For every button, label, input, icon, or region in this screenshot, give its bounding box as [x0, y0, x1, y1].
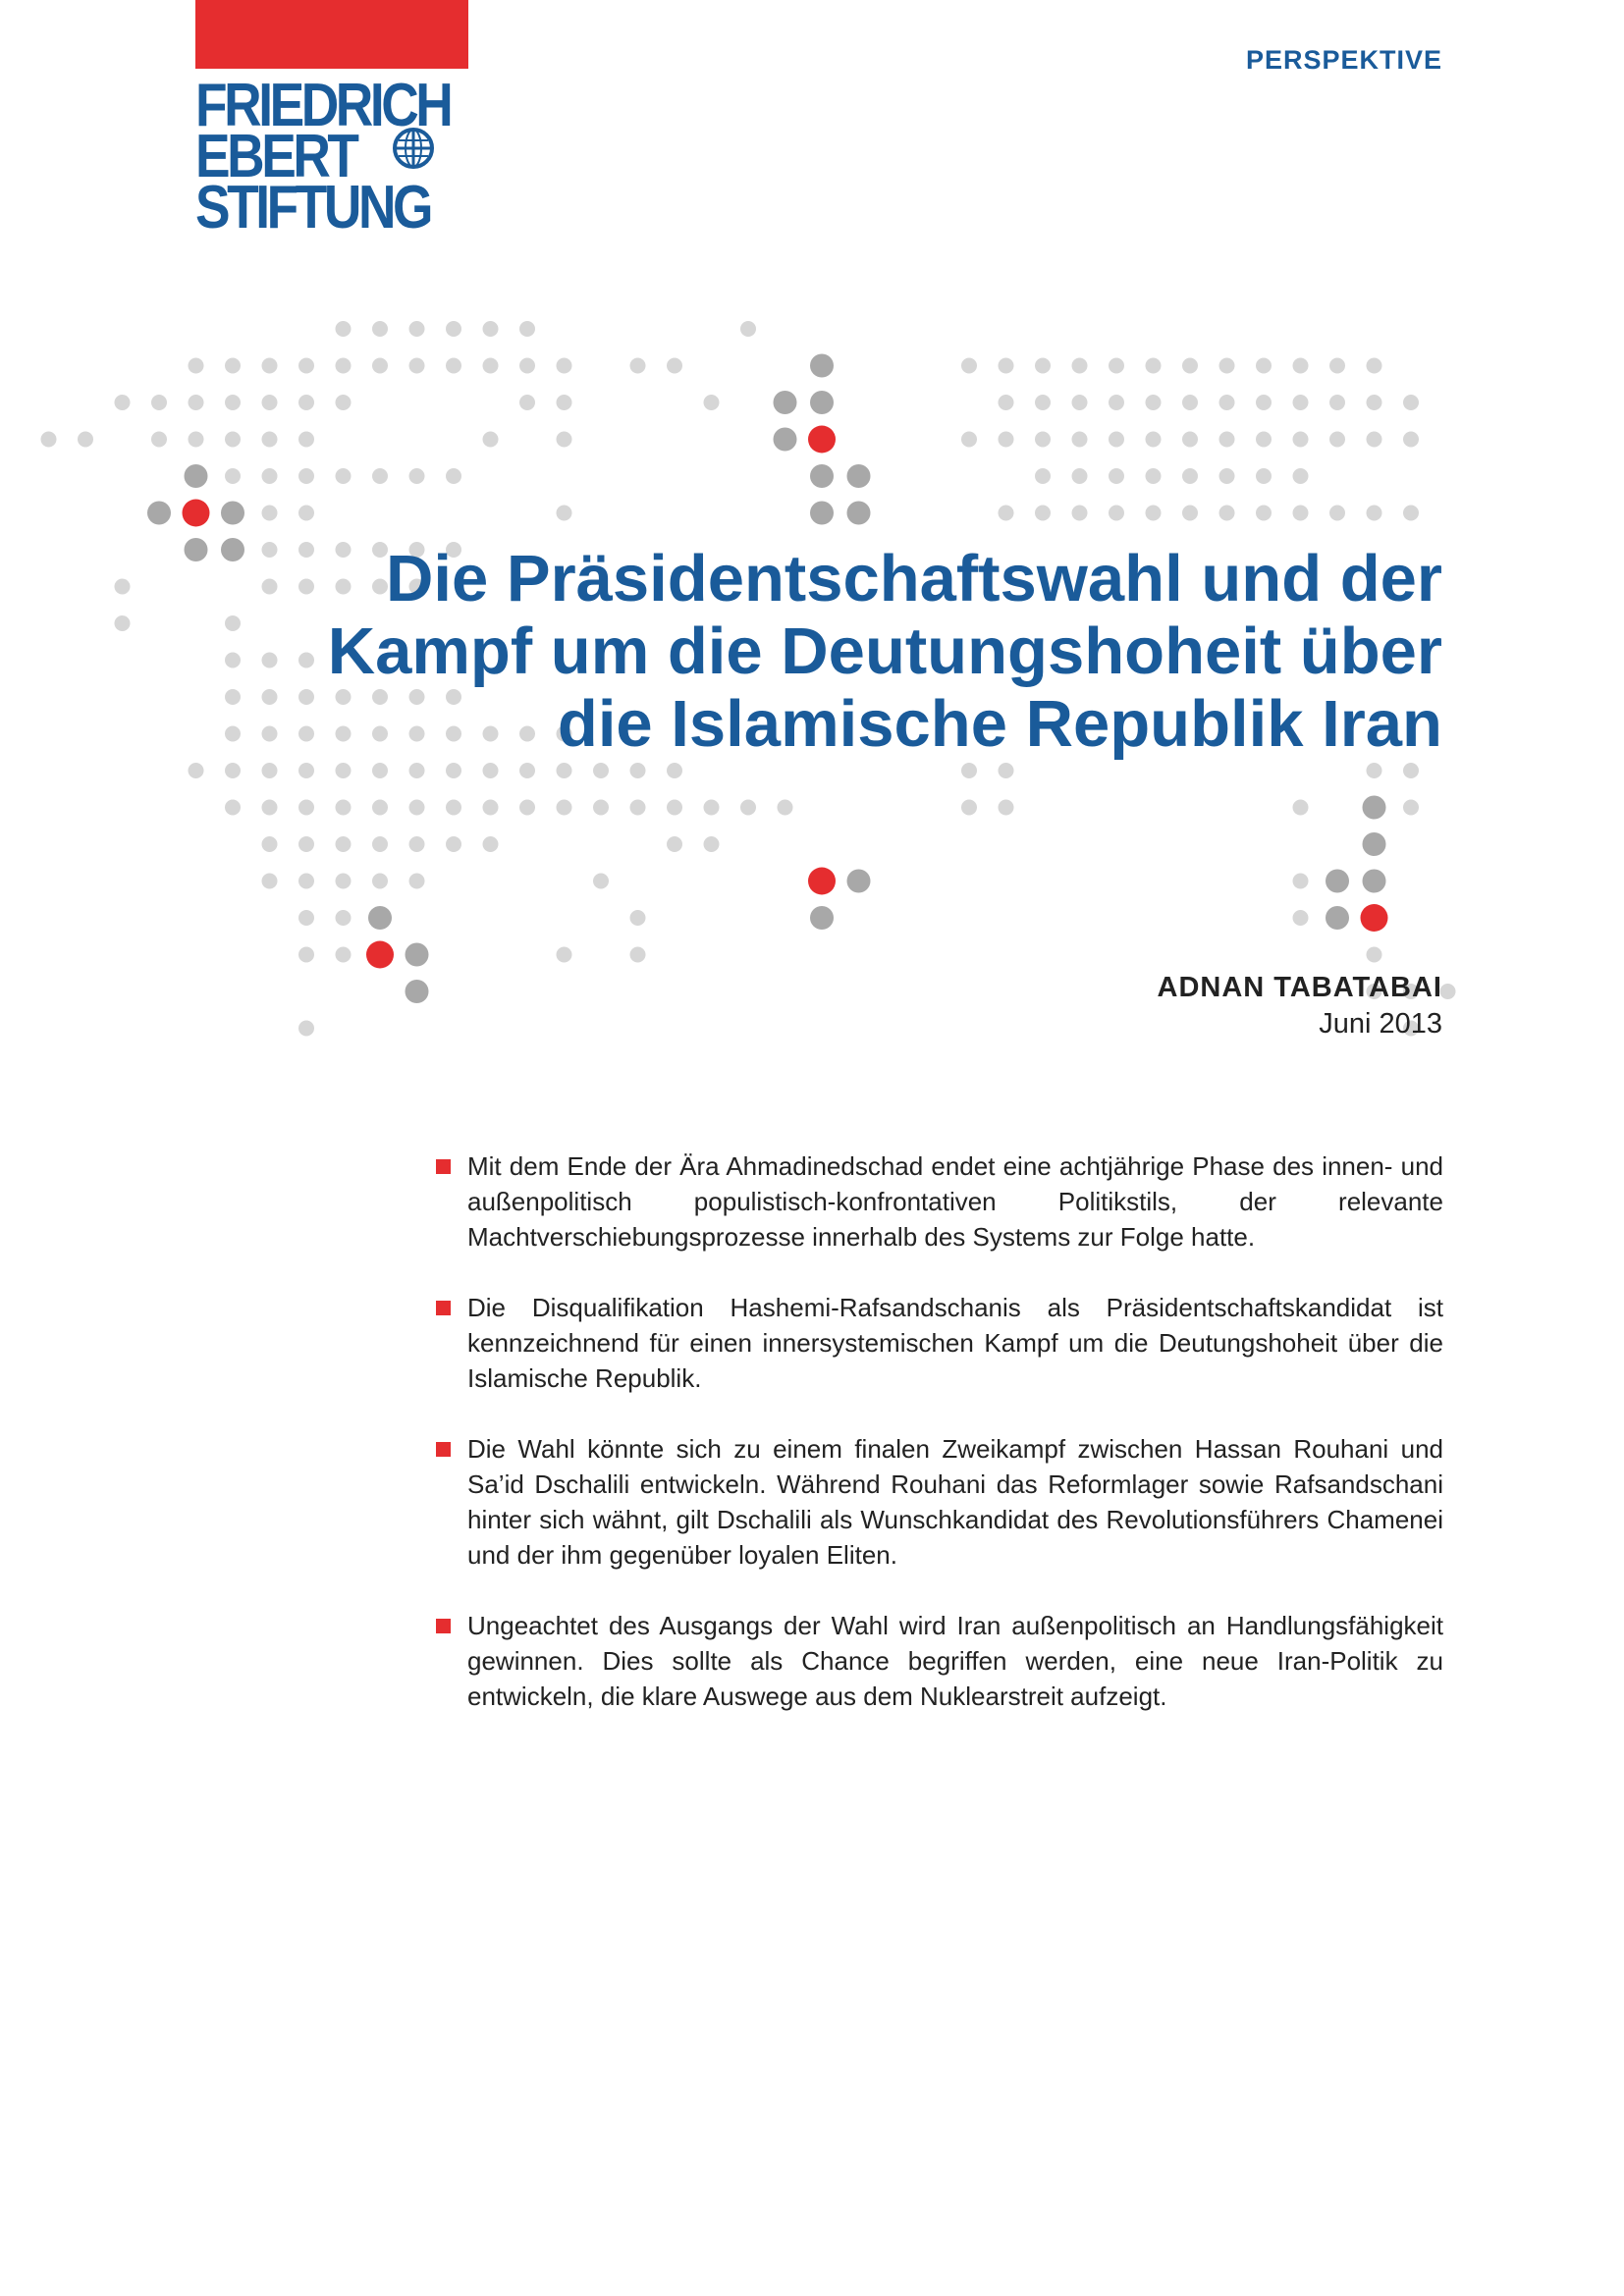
map-dot — [1219, 506, 1235, 521]
map-dot — [147, 502, 171, 525]
map-dot — [557, 763, 572, 778]
map-dot — [847, 464, 871, 488]
map-dot — [557, 506, 572, 521]
map-dot — [372, 800, 388, 816]
map-dot — [1329, 432, 1345, 448]
bullet-square-icon — [436, 1159, 451, 1174]
map-dot — [1256, 432, 1272, 448]
bullet-text: Die Wahl könnte sich zu einem finalen Zweikampf zwischen Hassan Rouhani und Sa’id Dschalili entwickeln. Während Rouhani das Reformlager sowie Rafsandschani hinter sich wähnt, gilt Dschalili als Wunschkandidat des Revolutionsführers Chamenei und der ihm gegenüber loyalen Eliten. — [467, 1434, 1443, 1570]
title-line-3: die Islamische Republik Iran — [557, 687, 1442, 761]
map-dot — [409, 800, 425, 816]
map-dot — [593, 800, 609, 816]
map-dot — [1326, 906, 1349, 930]
map-dot — [1293, 910, 1309, 926]
map-dot — [1035, 432, 1051, 448]
map-dot — [409, 874, 425, 889]
map-dot — [298, 432, 314, 448]
map-dot — [1035, 468, 1051, 484]
map-dot — [1329, 358, 1345, 374]
map-dot — [185, 464, 208, 488]
map-dot — [519, 800, 535, 816]
map-dot — [189, 358, 204, 374]
map-dot — [961, 432, 977, 448]
map-dot — [189, 763, 204, 778]
map-dot — [1403, 432, 1419, 448]
map-dot — [1363, 870, 1386, 893]
map-dot — [1403, 763, 1419, 778]
map-dot — [115, 579, 131, 595]
map-dot — [336, 836, 352, 852]
map-dot — [593, 763, 609, 778]
map-dot — [262, 800, 278, 816]
map-dot — [1072, 358, 1088, 374]
map-dot — [1367, 763, 1382, 778]
map-dot — [1326, 870, 1349, 893]
map-dot — [847, 502, 871, 525]
map-dot — [1146, 506, 1162, 521]
map-dot — [999, 432, 1014, 448]
map-dot — [740, 800, 756, 816]
map-dot — [262, 468, 278, 484]
map-dot — [847, 870, 871, 893]
map-dot — [483, 358, 499, 374]
map-dot — [1361, 904, 1388, 932]
map-dot — [446, 321, 461, 337]
map-dot — [446, 763, 461, 778]
map-dot — [1403, 800, 1419, 816]
map-dot — [1109, 395, 1124, 410]
map-dot — [1256, 395, 1272, 410]
map-dot — [593, 874, 609, 889]
map-dot — [1182, 395, 1198, 410]
logo-line-1: FRIEDRICH — [195, 72, 451, 139]
map-dot — [262, 763, 278, 778]
map-dot — [262, 874, 278, 889]
map-dot — [557, 947, 572, 963]
map-dot — [41, 432, 57, 448]
map-dot — [225, 763, 241, 778]
map-dot — [336, 468, 352, 484]
map-dot — [366, 941, 394, 969]
map-dot — [483, 321, 499, 337]
map-dot — [189, 432, 204, 448]
map-dot — [1182, 358, 1198, 374]
map-dot — [519, 395, 535, 410]
author-name: ADNAN TABATABAI — [1157, 972, 1442, 1003]
map-dot — [1329, 506, 1345, 521]
map-dot — [336, 395, 352, 410]
publication-date: Juni 2013 — [1319, 1008, 1442, 1040]
map-dot — [961, 358, 977, 374]
title-line-1: Die Präsidentschaftswahl und der — [386, 542, 1442, 615]
map-dot — [1146, 468, 1162, 484]
map-dot — [1293, 800, 1309, 816]
map-dot — [1329, 395, 1345, 410]
map-dot — [740, 321, 756, 337]
map-dot — [1367, 432, 1382, 448]
map-dot — [446, 800, 461, 816]
map-dot — [1403, 395, 1419, 410]
map-dot — [1219, 395, 1235, 410]
map-dot — [372, 358, 388, 374]
map-dot — [298, 506, 314, 521]
map-dot — [1367, 395, 1382, 410]
bullet-text: Ungeachtet des Ausgangs der Wahl wird Iran außenpolitisch an Handlungsfähigkeit gewinnen. Dies sollte als Chance begriffen werden, eine neue Iran-Politik zu entwickeln, die klare Auswege aus dem Nuklearstreit aufzeigt. — [467, 1611, 1443, 1711]
map-dot — [1219, 432, 1235, 448]
map-dot — [262, 506, 278, 521]
map-dot — [557, 395, 572, 410]
map-dot — [1367, 506, 1382, 521]
map-dot — [298, 468, 314, 484]
map-dot — [409, 763, 425, 778]
map-dot — [1182, 432, 1198, 448]
map-dot — [225, 358, 241, 374]
map-dot — [1293, 506, 1309, 521]
map-dot — [810, 502, 834, 525]
map-dot — [774, 391, 797, 414]
map-dot — [225, 432, 241, 448]
summary-bullet — [436, 1431, 1443, 1573]
map-dot — [1146, 432, 1162, 448]
logo-line-2: EBERT — [195, 123, 356, 190]
map-dot — [225, 395, 241, 410]
author-block — [1158, 972, 1442, 1041]
map-dot — [1293, 358, 1309, 374]
map-dot — [1219, 358, 1235, 374]
map-dot — [336, 874, 352, 889]
map-dot — [999, 506, 1014, 521]
map-dot — [961, 800, 977, 816]
map-dot — [298, 947, 314, 963]
map-dot — [298, 910, 314, 926]
map-dot — [446, 358, 461, 374]
map-dot — [810, 391, 834, 414]
map-dot — [1293, 874, 1309, 889]
map-dot — [409, 836, 425, 852]
map-dot — [704, 395, 720, 410]
map-dot — [999, 395, 1014, 410]
map-dot — [1146, 395, 1162, 410]
map-dot — [1109, 468, 1124, 484]
map-dot — [999, 763, 1014, 778]
map-dot — [1035, 506, 1051, 521]
logo-line-3: STIFTUNG — [195, 174, 431, 241]
map-dot — [1403, 506, 1419, 521]
map-dot — [810, 354, 834, 378]
map-dot — [262, 836, 278, 852]
map-dot — [630, 763, 646, 778]
map-dot — [1293, 395, 1309, 410]
document-title — [166, 543, 1442, 761]
map-dot — [667, 800, 682, 816]
map-dot — [667, 358, 682, 374]
map-dot — [1293, 468, 1309, 484]
summary-bullets — [436, 1148, 1443, 1749]
map-dot — [483, 800, 499, 816]
world-map-dots-graphic — [0, 0, 1624, 1080]
map-dot — [961, 763, 977, 778]
map-dot — [298, 763, 314, 778]
map-dot — [225, 800, 241, 816]
map-dot — [368, 906, 392, 930]
map-dot — [372, 763, 388, 778]
map-dot — [483, 432, 499, 448]
map-dot — [262, 395, 278, 410]
map-dot — [446, 468, 461, 484]
bullet-square-icon — [436, 1301, 451, 1315]
title-line-2: Kampf um die Deutungshoheit über — [327, 614, 1442, 688]
map-dot — [336, 763, 352, 778]
map-dot — [1109, 358, 1124, 374]
map-dot — [1109, 506, 1124, 521]
summary-bullet — [436, 1290, 1443, 1396]
map-dot — [78, 432, 93, 448]
map-dot — [298, 395, 314, 410]
map-dot — [298, 836, 314, 852]
map-dot — [409, 358, 425, 374]
map-dot — [409, 321, 425, 337]
map-dot — [446, 836, 461, 852]
map-dot — [298, 1021, 314, 1037]
map-dot — [298, 800, 314, 816]
map-dot — [115, 395, 131, 410]
bullet-square-icon — [436, 1442, 451, 1457]
map-dot — [406, 943, 429, 967]
bullet-square-icon — [436, 1619, 451, 1633]
map-dot — [519, 358, 535, 374]
map-dot — [183, 500, 210, 527]
map-dot — [1182, 506, 1198, 521]
map-dot — [409, 468, 425, 484]
map-dot — [115, 615, 131, 631]
map-dot — [372, 874, 388, 889]
map-dot — [406, 980, 429, 1003]
map-dot — [557, 800, 572, 816]
map-dot — [372, 468, 388, 484]
map-dot — [810, 906, 834, 930]
map-dot — [630, 947, 646, 963]
bullet-text: Die Disqualifikation Hashemi-Rafsandschanis als Präsidentschaftskandidat ist kennzeichnend für einen innersystemischen Kampf um die Deutungshoheit über die Islamische Republik. — [467, 1293, 1443, 1393]
map-dot — [1293, 432, 1309, 448]
series-label: PERSPEKTIVE — [1245, 45, 1442, 75]
map-dot — [1363, 832, 1386, 856]
map-dot — [1256, 506, 1272, 521]
map-dot — [1367, 358, 1382, 374]
map-dot — [372, 321, 388, 337]
map-dot — [151, 432, 167, 448]
map-dot — [336, 947, 352, 963]
map-dot — [808, 868, 836, 895]
map-dot — [483, 763, 499, 778]
map-dot — [1072, 432, 1088, 448]
map-dot — [225, 468, 241, 484]
map-dot — [519, 321, 535, 337]
map-dot — [1363, 796, 1386, 820]
map-dot — [1035, 395, 1051, 410]
map-dot — [262, 432, 278, 448]
map-dot — [298, 874, 314, 889]
map-dot — [221, 502, 244, 525]
map-dot — [262, 358, 278, 374]
map-dot — [1109, 432, 1124, 448]
map-dot — [336, 358, 352, 374]
map-dot — [1256, 358, 1272, 374]
map-dot — [336, 321, 352, 337]
map-dot — [151, 395, 167, 410]
map-dot — [336, 910, 352, 926]
bullet-text: Mit dem Ende der Ära Ahmadinedschad endet eine achtjährige Phase des innen- und außenpolitisch populistisch-konfrontativen Politikstils, der relevante Machtverschiebungsprozesse innerhalb des Systems zur Folge hatte. — [467, 1151, 1443, 1252]
map-dot — [557, 432, 572, 448]
map-dot — [189, 395, 204, 410]
map-dot — [1072, 506, 1088, 521]
summary-bullet — [436, 1608, 1443, 1714]
map-dot — [557, 358, 572, 374]
map-dot — [630, 910, 646, 926]
map-dot — [1256, 468, 1272, 484]
map-dot — [1146, 358, 1162, 374]
map-dot — [372, 836, 388, 852]
map-dot — [667, 836, 682, 852]
map-dot — [1219, 468, 1235, 484]
map-dot — [483, 836, 499, 852]
map-dot — [298, 358, 314, 374]
map-dot — [704, 836, 720, 852]
map-dot — [667, 763, 682, 778]
map-dot — [704, 800, 720, 816]
map-dot — [999, 800, 1014, 816]
map-dot — [1072, 468, 1088, 484]
map-dot — [630, 800, 646, 816]
map-dot — [999, 358, 1014, 374]
map-dot — [1182, 468, 1198, 484]
map-dot — [519, 763, 535, 778]
map-dot — [630, 358, 646, 374]
map-dot — [778, 800, 793, 816]
map-dot — [774, 428, 797, 452]
map-dot — [1072, 395, 1088, 410]
map-dot — [810, 464, 834, 488]
map-dot — [1367, 947, 1382, 963]
summary-bullet — [436, 1148, 1443, 1255]
map-dot — [808, 426, 836, 454]
map-dot — [336, 800, 352, 816]
map-dot — [1035, 358, 1051, 374]
